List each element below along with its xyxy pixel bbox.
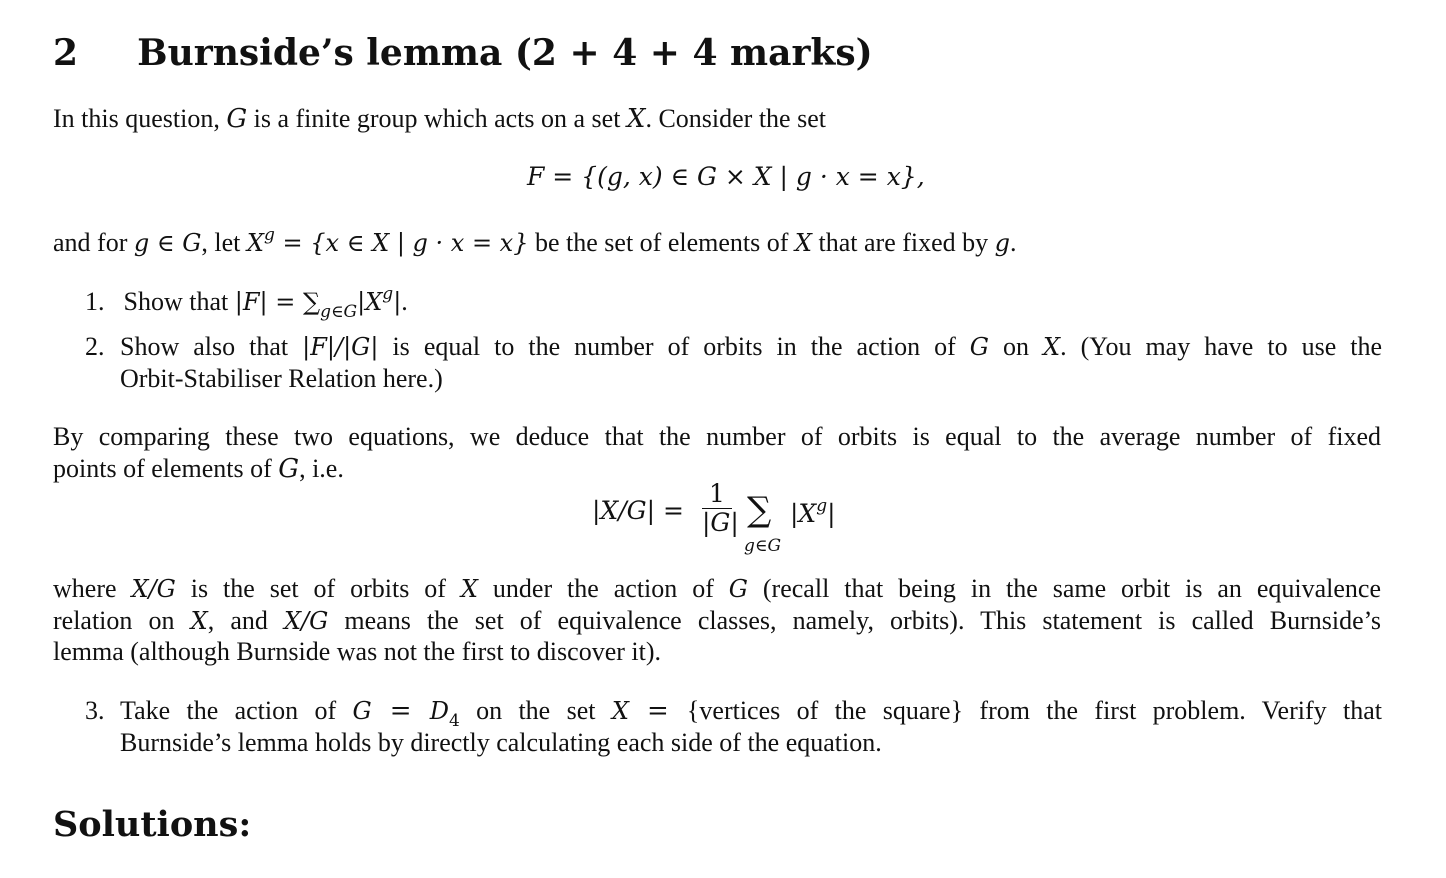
list-item-2-line-2: Orbit-Stabiliser Relation here.) — [120, 364, 443, 393]
item-text: . — [401, 287, 408, 316]
list-item-3-line-2: Burnside’s lemma holds by directly calculating each side of the equation. — [120, 728, 882, 757]
list-item-1 — [85, 278, 408, 328]
math-inline: X/G — [131, 575, 176, 603]
after-text: where — [53, 574, 132, 603]
math-inline: |F| = — [234, 288, 303, 316]
item-text: Take the action of — [120, 696, 353, 725]
math-equals: = — [628, 696, 687, 726]
intro-text: that are fixed by — [812, 228, 995, 257]
math-G: G — [728, 575, 748, 603]
math-inline: X/G — [283, 607, 329, 635]
intro-text: , let — [201, 228, 247, 257]
section-title: Burnside’s lemma (2 + 4 + 4 marks) — [137, 32, 873, 74]
math-subscript: 4 — [448, 711, 460, 731]
list-item-3 — [85, 695, 105, 727]
math-g: g — [994, 229, 1011, 257]
item-text: Show also that — [120, 332, 303, 361]
equation-rhs — [790, 496, 836, 528]
after-text: is the set of orbits of — [175, 574, 461, 603]
intro-text: In this question, — [53, 104, 227, 133]
intro-text: and for — [53, 228, 134, 257]
math-inline: D — [429, 697, 449, 725]
math-inline: |F|/|G| — [302, 333, 379, 361]
item-text: is equal to the number of orbits in the action of — [378, 332, 970, 361]
after-text: under the action of — [477, 574, 729, 603]
intro-text: . Consider the set — [645, 104, 826, 133]
after-line-1 — [53, 573, 1381, 605]
math-X: X — [626, 104, 646, 134]
middle-line-2 — [53, 453, 344, 485]
item-number: 1. — [85, 287, 105, 316]
middle-line-1: By comparing these two equations, we deduce that the number of orbits is equal to the average number of fixed — [53, 422, 1381, 451]
intro-line-2 — [53, 219, 1017, 259]
item-number: 3. — [85, 696, 105, 725]
sum-subscript: g∈G — [744, 536, 782, 556]
math-X: X — [460, 575, 478, 603]
section-heading — [53, 32, 873, 74]
after-line-2 — [53, 605, 1381, 637]
display-equation-F: F = {(g, x) ∈ G × X | g · x = x}, — [527, 162, 925, 191]
math-X: X — [1043, 333, 1061, 361]
solutions-heading: Solutions: — [53, 804, 252, 845]
fraction-numerator: 1 — [702, 480, 732, 509]
middle-text: points of elements of — [53, 454, 279, 483]
sum-symbol: ∑ — [302, 288, 321, 316]
math-subscript: g∈G — [320, 302, 358, 322]
item-text: . (You may have to use the — [1060, 332, 1383, 361]
after-line-3: lemma (although Burnside was not the first to discover it). — [53, 637, 661, 666]
intro-text: is a finite group which acts on a set — [247, 104, 627, 133]
math-superscript: g — [264, 225, 275, 245]
math-superscript: g — [816, 496, 828, 516]
math-G: G — [352, 697, 372, 725]
math-G: G — [226, 104, 248, 134]
item-text: from the first problem. Verify that — [963, 696, 1382, 725]
item-text: on — [988, 332, 1043, 361]
math-inline: | — [827, 499, 836, 528]
after-text: (recall that being in the same orbit is an equivalence — [747, 574, 1381, 603]
math-G: G — [969, 333, 989, 361]
item-number: 2. — [85, 332, 105, 361]
intro-line-1 — [53, 103, 826, 135]
after-text: , and — [207, 606, 284, 635]
math-superscript: g — [382, 284, 394, 304]
math-X: X — [190, 607, 208, 635]
intro-text: . — [1010, 228, 1017, 257]
math-inline: |X — [357, 288, 383, 316]
equation-fraction — [702, 479, 739, 537]
after-text: relation on — [53, 606, 191, 635]
math-inline: X — [246, 229, 265, 257]
math-inline: | — [393, 288, 402, 316]
item-text: on the set — [459, 696, 612, 725]
math-inline: = {x ∈ X | g · x = x} — [274, 229, 529, 257]
math-set: {vertices of the square} — [686, 696, 964, 725]
math-inline: g ∈ G — [133, 229, 202, 257]
item-text: Show that — [123, 287, 235, 316]
intro-text: be the set of elements of — [528, 228, 795, 257]
math-G: G — [278, 454, 300, 484]
section-number: 2 — [53, 32, 79, 74]
list-item-2-line-1 — [120, 331, 1382, 363]
fraction-denominator: |G| — [702, 508, 739, 537]
math-X: X — [794, 229, 813, 257]
equation-lhs: |X/G| = — [592, 496, 684, 525]
after-text: means the set of equivalence classes, namely, orbits). This statement is called Burnside’s — [328, 606, 1381, 635]
math-inline: |X — [790, 499, 817, 528]
math-equals: = — [371, 696, 430, 726]
math-X: X — [611, 697, 629, 725]
middle-text: , i.e. — [299, 454, 344, 483]
list-item-2 — [85, 331, 105, 363]
sum-symbol: ∑ — [747, 490, 772, 530]
